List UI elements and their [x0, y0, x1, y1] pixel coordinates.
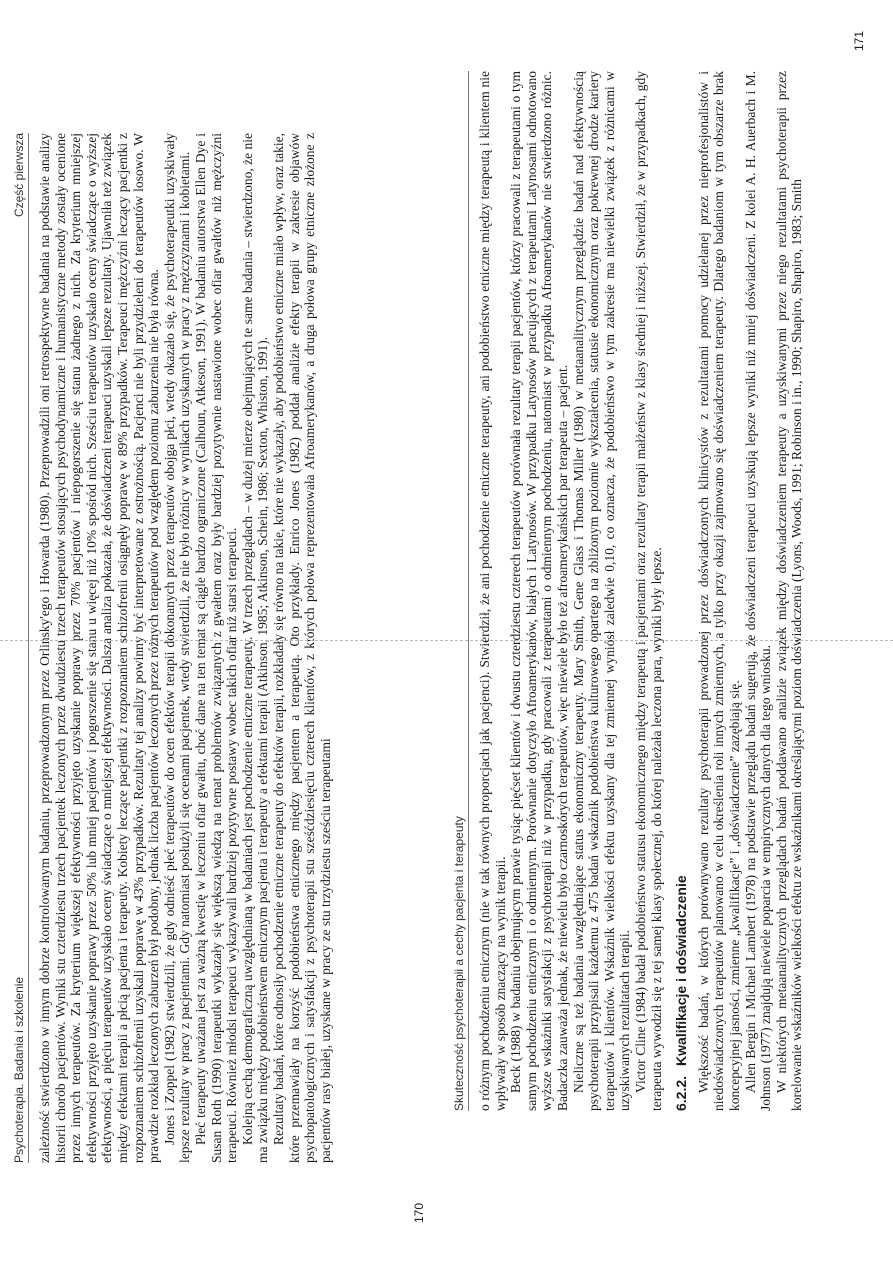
- paragraph: Kolejną cechą demograficzną uwzględnianą w badaniach jest pochodzenie etniczne terapeuty. W trzech przeglądach – w dużej mierze obejmujących te same badania – stwierdzono, że nie ma związku między podobieństwem etnicznym pacjenta i terapeuty a efektami terapii (Atkinson, 1985; Atkinson, Schein, 1986; Sexton, Whiston, 1991).: [239, 133, 271, 1163]
- paragraph: Allen Bergin i Michael Lambert (1978) na podstawie przeglądu badań sugerują, że doświadczeni terapeuci uzyskują lepsze wyniki niż mniej doświadczeni. Z kolei A. H. Auerbach i M. Johnson (1977) znajdują niewiele poparcia w empirycznych danych dla tego wniosku.: [742, 71, 774, 1111]
- page-171: [452, 31, 872, 1111]
- paragraph: Jones i Zoppel (1982) stwierdzili, że gdy odnieść płeć terapeutów do ocen efektów terapii dokonanych przez terapeutów obojga płci, wtedy okazało się, że psychoterapeutki uzyskiwały lepsze rezultaty w pracy z pacjentami. Gdy natomiast posłużyli się ocenami pacjentek, wtedy stwierdzili, że nie było różnicy w wynikach uzyskanych w pracy z mężczyznami i kobietami.: [161, 133, 193, 1163]
- paragraph: Większość badań, w których porównywano rezultaty psychoterapii prowadzonej przez doświadczonych klinicystów z rezultatami pomocy udzielanej przez nieprofesjonalistów i niedoświadczonych terapeutów planowano w celu określenia roli innych zmiennych, a tylko przy okazji zajmowano się doświadczeniem terapeuty. Dlatego badaniom w tym obszarze brak koncepcyjnej jasności, zmienne „kwalifikacje” i „doświadczenie” zazębiają się.: [695, 71, 742, 1111]
- section-title: Kwalifikacje i doświadczenie: [673, 875, 690, 1066]
- paragraph: W niektórych metaanalitycznych przeglądach badań poddawano analizie związek między doświadczeniem terapeuty a uzyskiwanymi przez niego rezultatami psychoterapii przez korelowanie wskaźników wielkości efektu ze wskaźnikami określającymi poziom doświadczenia (Lyons, Woods, 1991; Robinson i in., 1990; Shapiro, Shapiro, 1983; Smith: [773, 71, 805, 1111]
- paragraph: zależność stwierdzono w innym dobrze kontrolowanym badaniu, przeprowadzonym przez Orlinsky'ego i Howarda (1980). Przeprowadzili oni retrospektywne badania na podstawie analizy historii chorób pacjentów. Wyniki stu czterdziestu trzech pacjentek leczonych przez dwudziestu trzech terapeutów stosujących psychodynamiczne i humanistyczne metody zostały ocenione przez innych terapeutów. Za kryterium większej efektywności przyjęto uzyskanie poprawy przez 70% pacjentów i niepogorszenie się stanu żadnego z nich. Za kryterium mniejszej efektywności przyjęto uzyskanie poprawy przez 50% lub mniej pacjentów i pogorszenie się stanu u więcej niż 10% spośród nich. Sześciu terapeutów uzyskało oceny świadczące o wyższej efektywności, a pięciu terapeutów uzyskało oceny świadczące o mniejszej efektywności. Dalsza analiza pokazała, że doświadczeni terapeuci uzyskali lepsze rezultaty. Ujawniła też związek między efektami terapii a płcią pacjenta i terapeuty. Kobiety leczące pacjentki z rozpoznaniem schizofrenii osiągnęły poprawę w 89% przypadków. Terapeuci mężczyźni leczący pacjentki z rozpoznaniem schizofrenii uzyskali poprawę w 43% przypadków. Rezultaty tej analizy powinny być interpretowane z ostrożnością. Pacjenci nie byli przydzieleni do terapeutów losowo. W prawdzie rozkład leczonych zaburzeń był podobny, jednak liczba pacjentów leczonych przez różnych terapeutów pod względem poziomu zaburzenia nie była równa.: [37, 133, 162, 1163]
- running-head-book-title: Psychoterapia. Badania i szkolenie: [12, 976, 26, 1163]
- page-number: 170: [412, 1202, 426, 1223]
- paragraph: o różnym pochodzeniu etnicznym (nie w tak równych proporcjach jak pacjenci). Stwierdził, że ani pochodzenie etniczne terapeuty, ani podobieństwo etniczne między terapeutą i klientem nie wpływały w sposób znaczący na wynik terapii.: [477, 71, 508, 1111]
- paragraph: Nieliczne są też badania uwzględniające status ekonomiczny terapeuty. Mary Smith, Gene Glass i Thomas Miller (1980) w metaanalitycznym przeglądzie badań nad efektywnością psychoterapii przypisali każdemu z 475 badań wskaźnik podobieństwa kulturowego opartego na zbliżonym poziomie wykształcenia, statusie ekonomicznym oraz pokrewnej drodze kariery terapeutów i klientów. Wskaźnik wielkości efektu uzyskany dla tej zmiennej wyniósł zaledwie 0,10, co oznacza, że podobieństwo w tym zakresie ma niewielki związek z różnicami w uzyskiwanych rezultatach terapii.: [570, 71, 633, 1111]
- paragraph: Victor Cline (1984) badał podobieństwo statusu ekonomicznego między terapeutą i pacjentami oraz rezultaty terapii małżeństw z klasy średniej i niższej. Stwierdził, że w przypadkach, gdy terapeuta wywodził się z tej samej klasy społecznej, do której należała leczona para, wyniki były lepsze.: [632, 71, 664, 1111]
- left-page-body: [37, 133, 333, 1163]
- right-page-body: [477, 71, 805, 1111]
- paragraph: Beck (1988) w badaniu obejmującym prawie tysiąc pięćset klientów i dwustu czterdziestu czterech terapeutów porównała rezultaty terapii pacjentów, którzy pracowali z terapeutami o tym samym pochodzeniu etnicznym i o odmiennym. Porównanie dotyczyło Afroamerykanów, białych i Latynosów. W przypadku Latynosów pracujących z terapeutami Latynosami odnotowano wyższe wskaźniki satysfakcji z psychoterapii niż w przypadku, gdy pracowali z terapeutami o odmiennym pochodzeniu, natomiast w przypadku Afroamerykanów nie stwierdzono różnic. Badaczka zauważa jednak, że niewielu było czarnoskórych terapeutów, więc niewiele było też afroamerykańskich par terapeuta – pacjent.: [508, 71, 570, 1111]
- running-head-right-page: [452, 71, 469, 1111]
- section-heading: [674, 71, 690, 1111]
- running-head-part: Część pierwsza: [12, 133, 26, 218]
- page-number: 171: [852, 31, 866, 52]
- paragraph: Płeć terapeuty uważana jest za ważną kwestię w leczeniu ofiar gwałtu, choć dane na ten temat są ciągle bardzo ograniczone (Calhoun, Atkeson, 1991). W badaniu autorstwa Ellen Dye i Susan Roth (1990) terapeutki wykazały się większą wiedzą na temat problemów związanych z gwałtem oraz były bardziej pozytywnie nastawione wobec ofiar gwałtów niż mężczyźni terapeuci. Również młodsi terapeuci wykazywali bardziej pozytywne postawy wobec takich ofiar niż starsi terapeuci.: [192, 133, 240, 1163]
- running-head-chapter-title: Skuteczność psychoterapii a cechy pacjenta i terapeuty: [452, 816, 466, 1111]
- right-page-region: [446, 0, 892, 1263]
- paragraph: Rezultaty badań, które odnosiły pochodzenie etniczne terapeuty do efektów terapii, rozkładały się równo na takie, które nie wykazały, aby podobieństwo etniczne miało wpływ, oraz takie, które przemawiały na korzyść podobieństwa etnicznego między pacjentem a terapeutą. Oto przykłady. Enrico Jones (1982) poddał analizie efekty terapii w zakresie objawów psychopatologicznych i satysfakcji z psychoterapii stu sześćdziesięciu czterech klientów, z których połowa reprezentowała Afroamerykanów, a druga połowa grupy etniczne złożone z pacjentów rasy białej, uzyskane w pracy ze stu trzydziestu sześciu terapeutami: [270, 133, 333, 1163]
- page-170: [12, 133, 432, 1223]
- running-head-left-page: [12, 133, 29, 1163]
- section-number: 6.2.2.: [673, 1075, 690, 1111]
- left-page-region: [0, 0, 446, 1263]
